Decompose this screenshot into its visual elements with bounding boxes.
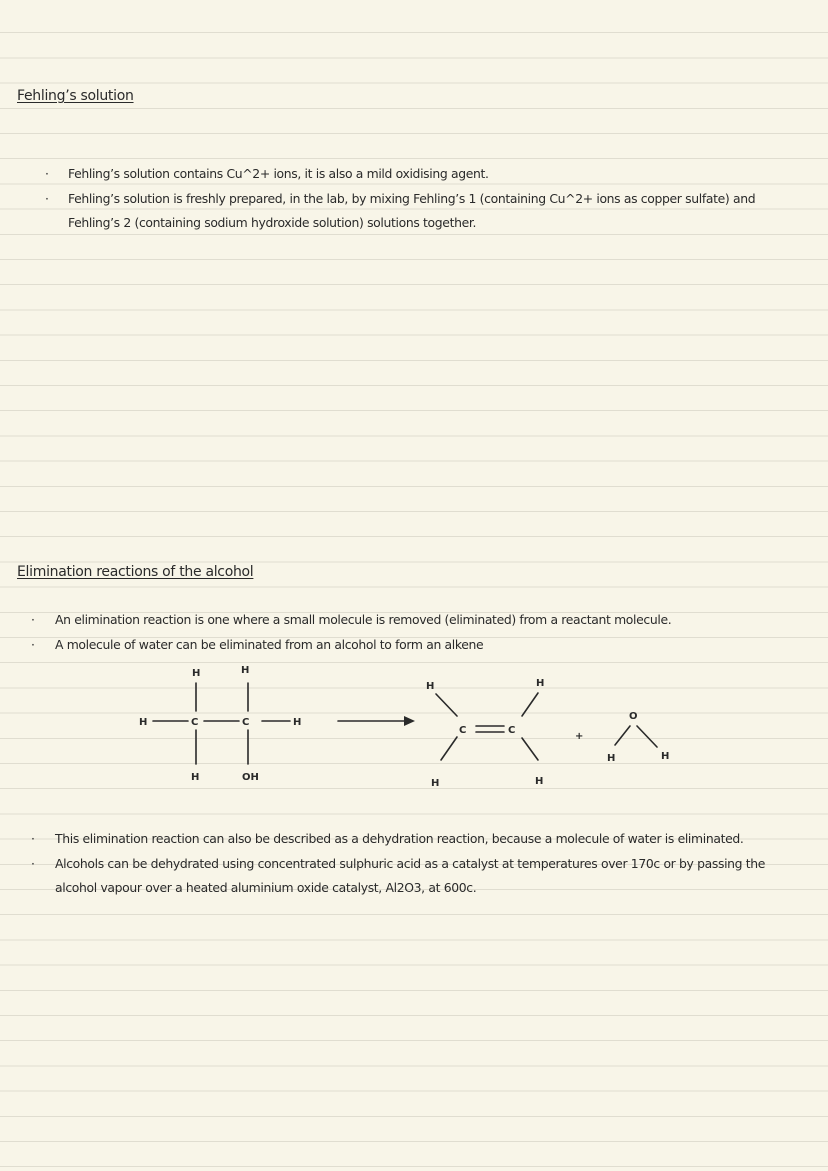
bond-line [522, 693, 538, 716]
atom-c: C [191, 717, 199, 728]
section-heading-fehlings: Fehling’s solution [17, 88, 134, 104]
atom-h: H [536, 678, 545, 689]
dehydration-bullet-list [31, 827, 800, 901]
atom-oh: OH [242, 772, 259, 783]
bullet-text: Fehling’s solution is freshly prepared, in the lab, by mixing Fehling’s 1 (containing Cu^2+ ions as copper sulfate) and Fehling’s 2 (containing sodium hydroxide solution) solutions together. [68, 190, 756, 231]
dehydration-reaction-diagram [0, 650, 828, 800]
list-item [45, 162, 798, 187]
bullet-dot: · [31, 855, 35, 871]
bond-line [436, 694, 457, 716]
atom-o: O [629, 711, 638, 722]
bond-line [637, 726, 657, 747]
bullet-dot: · [31, 636, 35, 652]
arrow-head [404, 716, 415, 726]
bullet-text: An elimination reaction is one where a small molecule is removed (eliminated) from a reactant molecule. [55, 612, 672, 627]
atom-c: C [459, 725, 467, 736]
bond-line [615, 726, 630, 745]
bullet-dot: · [31, 612, 35, 627]
bullet-text: This elimination reaction can also be described as a dehydration reaction, because a molecule of water is eliminated. [55, 831, 744, 846]
atom-c: C [242, 717, 250, 728]
atom-h: H [192, 668, 201, 679]
bullet-text: Alcohols can be dehydrated using concentrated sulphuric acid as a catalyst at temperatures over 170c or by passing the alcohol vapour over a heated aluminium oxide catalyst, Al2O3, at 600c. [55, 855, 766, 896]
bullet-dot: · [45, 190, 49, 206]
bullet-dot: · [31, 831, 35, 846]
section-heading-elimination: Elimination reactions of the alcohol [17, 564, 254, 580]
atom-h: H [241, 665, 250, 676]
atom-c: C [508, 725, 516, 736]
bullet-dot: · [45, 166, 49, 181]
atom-h: H [139, 717, 148, 728]
list-item [45, 187, 798, 236]
atom-h: H [426, 681, 435, 692]
atom-h: H [535, 776, 544, 787]
bond-line [441, 737, 457, 760]
bullet-text: A molecule of water can be eliminated from an alcohol to form an alkene [55, 636, 484, 652]
list-item [31, 608, 795, 633]
plus-sign: + [575, 731, 584, 742]
list-item [31, 852, 800, 901]
atom-h: H [431, 778, 440, 789]
atom-h: H [661, 751, 670, 762]
atom-h: H [191, 772, 200, 783]
bullet-text: Fehling’s solution contains Cu^2+ ions, it is also a mild oxidising agent. [68, 166, 489, 181]
list-item [31, 827, 800, 852]
fehlings-bullet-list [45, 162, 798, 236]
bond-line [522, 738, 538, 760]
atom-h: H [293, 717, 302, 728]
atom-h: H [607, 753, 616, 764]
